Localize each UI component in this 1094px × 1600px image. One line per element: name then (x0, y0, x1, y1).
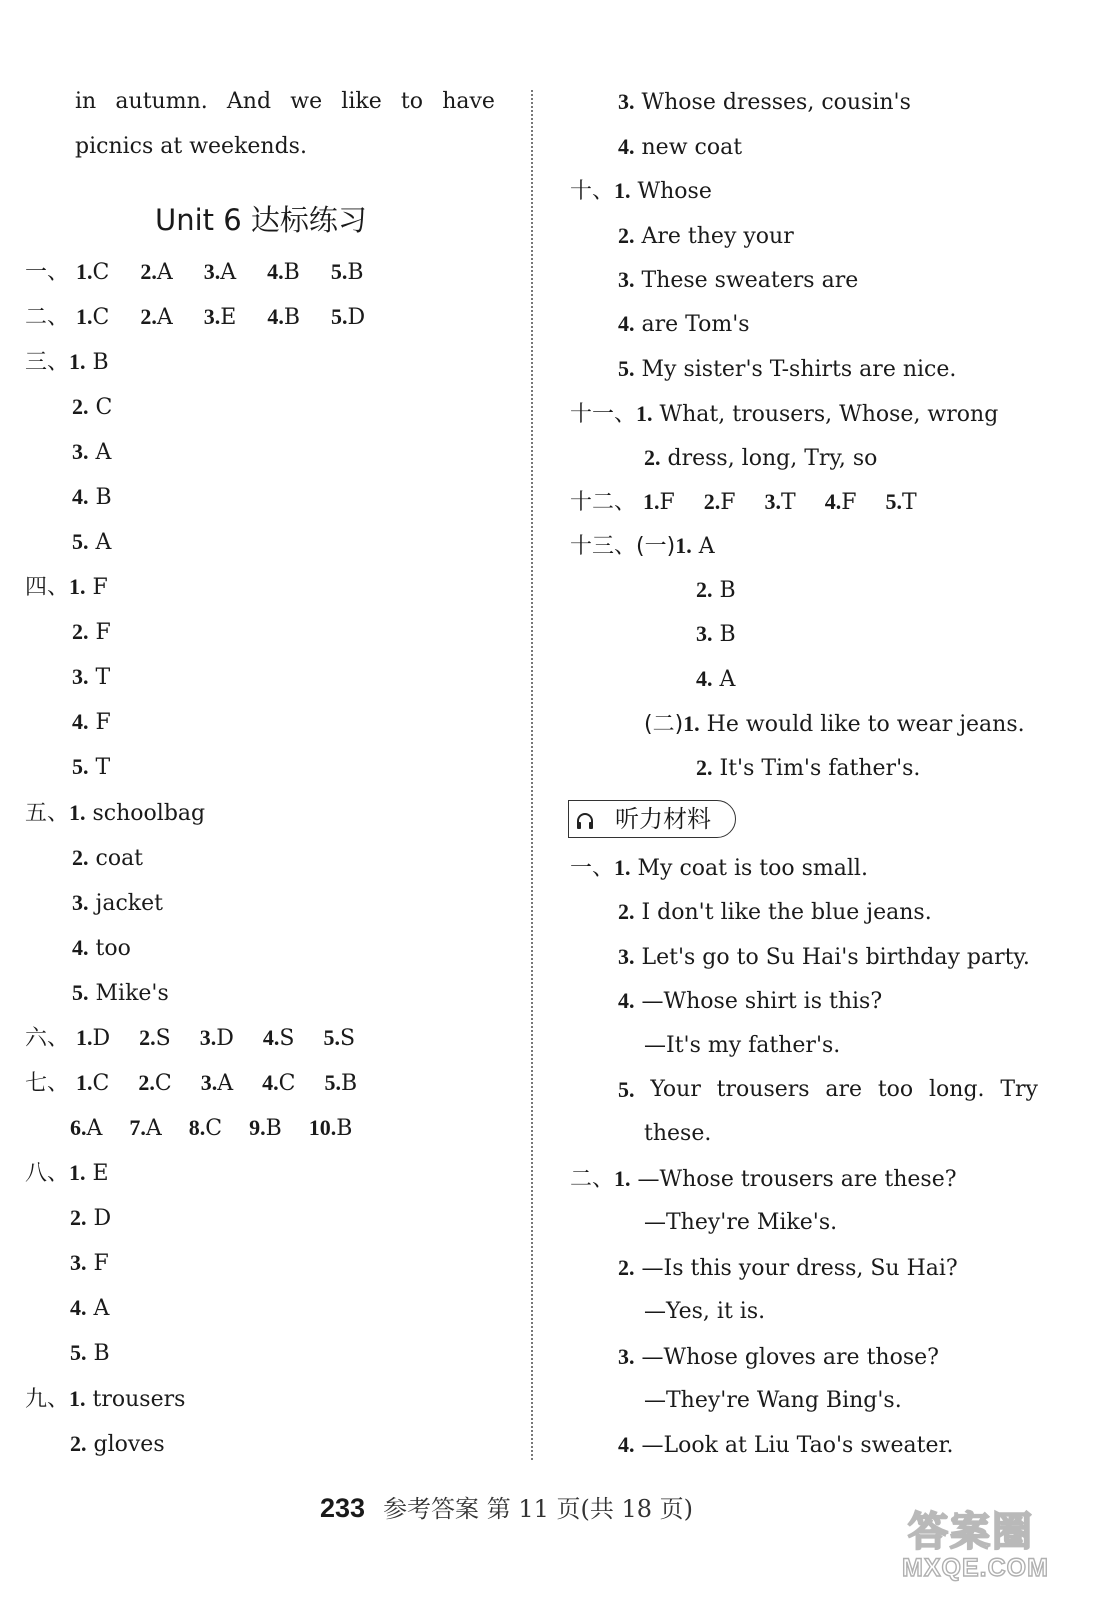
page-number: 233 (320, 1493, 366, 1523)
answer-item: 4. —Whose shirt is this? (618, 988, 883, 1014)
answer-item: 4. A (696, 666, 736, 692)
carry-line-2: picnics at weekends. (75, 134, 307, 159)
page-footer (320, 1488, 693, 1529)
answer-item: 3. Whose dresses, cousin's (618, 89, 911, 115)
section-12-row: 十二、 1.F 2.F 3.T 4.F 5.T (570, 489, 917, 515)
section-9-row: 九、1. trousers (25, 1386, 186, 1412)
watermark-logo: 答案圈 (908, 1509, 1034, 1555)
answer-item: 3. These sweaters are (618, 267, 859, 293)
watermark-url: MXQE.COM (902, 1554, 1049, 1582)
answer-item: these. (644, 1121, 712, 1146)
section-6-row: 六、 1.D 2.S 3.D 4.S 5.S (25, 1025, 356, 1051)
section-label: 一、 (25, 260, 70, 285)
section-label: 十一、 (570, 402, 637, 427)
section-1-row: 一、 1.C 2.A 3.A 4.B 5.B (25, 259, 364, 285)
answer-item: 5. My sister's T-shirts are nice. (618, 356, 957, 382)
section-label: 九、 (25, 1387, 70, 1412)
answer-item: 3. A (72, 439, 112, 465)
section-label: 十二、 (570, 490, 637, 515)
answer-item: 3. —Whose gloves are those? (618, 1344, 939, 1370)
answer-item: 5. Your trousers are too long. Try (618, 1077, 1038, 1102)
answer-item: —They're Wang Bing's. (644, 1388, 902, 1413)
answer-item: —It's my father's. (644, 1033, 841, 1058)
answer-item: 2. It's Tim's father's. (696, 755, 921, 781)
answer-item: 4. are Tom's (618, 311, 750, 337)
listening-materials-title: 听力材料 (615, 805, 711, 833)
unit-title: Unit 6 达标练习 (155, 203, 367, 237)
answer-item: 4. —Look at Liu Tao's sweater. (618, 1432, 954, 1458)
answer-item: 4. A (70, 1295, 110, 1321)
section-label: 一、 (570, 856, 615, 881)
answer-item: 3. F (70, 1250, 109, 1276)
answer-item: 4. F (72, 709, 111, 735)
section-5-row: 五、1. schoolbag (25, 800, 206, 826)
answer-item: 5. B (70, 1340, 110, 1366)
section-label: 六、 (25, 1026, 70, 1051)
answer-item: 2. —Is this your dress, Su Hai? (618, 1255, 958, 1281)
answer-item: 3. Let's go to Su Hai's birthday party. (618, 944, 1030, 970)
section-label: 八、 (25, 1161, 70, 1186)
answer-item: 3. jacket (72, 890, 163, 916)
answer-item: —Yes, it is. (644, 1299, 766, 1324)
listening-1-row: 一、1. My coat is too small. (570, 855, 868, 881)
answer-item: 2. coat (72, 845, 144, 871)
answer-item: 3. B (696, 621, 736, 647)
answer-item: 2. gloves (70, 1431, 165, 1457)
answer-item: 5. A (72, 529, 112, 555)
section-label: 七、 (25, 1071, 70, 1096)
section-7-row: 七、 1.C 2.C 3.A 4.C 5.B (25, 1070, 358, 1096)
section-label: 五、 (25, 801, 70, 826)
section-13-part-2: (二)1. He would like to wear jeans. (644, 711, 1025, 737)
answer-item: 3. T (72, 664, 111, 690)
section-label: 二、 (25, 305, 70, 330)
watermark (898, 1500, 1088, 1594)
section-label: 三、 (25, 350, 70, 375)
section-8-row: 八、1. E (25, 1160, 109, 1186)
footer-text: 参考答案 第 11 页(共 18 页) (383, 1495, 694, 1523)
answer-item: 5. Mike's (72, 980, 169, 1006)
section-11-row: 十一、1. What, trousers, Whose, wrong (570, 401, 999, 427)
section-13-row: 十三、(一)1. A (570, 533, 715, 559)
answer-item: 2. F (72, 619, 111, 645)
answer-item: 4. B (72, 484, 112, 510)
answer-item: 2. I don't like the blue jeans. (618, 899, 932, 925)
listening-materials-label (568, 800, 736, 838)
section-7-row-2: 6.A 7.A 8.C 9.B 10.B (70, 1115, 353, 1141)
answer-item: 2. C (72, 394, 113, 420)
section-label: 二、 (570, 1167, 615, 1192)
carry-line-1: in autumn. And we like to have (75, 89, 495, 114)
answer-item: —They're Mike's. (644, 1210, 838, 1235)
listening-2-row: 二、1. —Whose trousers are these? (570, 1166, 957, 1192)
headphones-icon (575, 811, 595, 831)
section-3-row: 三、1. B (25, 349, 109, 375)
answer-item: 4. too (72, 935, 131, 961)
section-label: 四、 (25, 575, 70, 600)
answer-item: 2. D (70, 1205, 112, 1231)
section-label: 十三、 (570, 534, 637, 559)
section-4-row: 四、1. F (25, 574, 108, 600)
section-2-row: 二、 1.C 2.A 3.E 4.B 5.D (25, 304, 366, 330)
column-divider (531, 90, 533, 1460)
answer-item: 2. dress, long, Try, so (644, 445, 878, 471)
section-10-row: 十、1. Whose (570, 178, 712, 204)
section-label: 十、 (570, 179, 615, 204)
answer-item: 2. Are they your (618, 223, 794, 249)
answer-item: 2. B (696, 577, 736, 603)
answer-item: 5. T (72, 754, 111, 780)
answer-item: 4. new coat (618, 134, 743, 160)
